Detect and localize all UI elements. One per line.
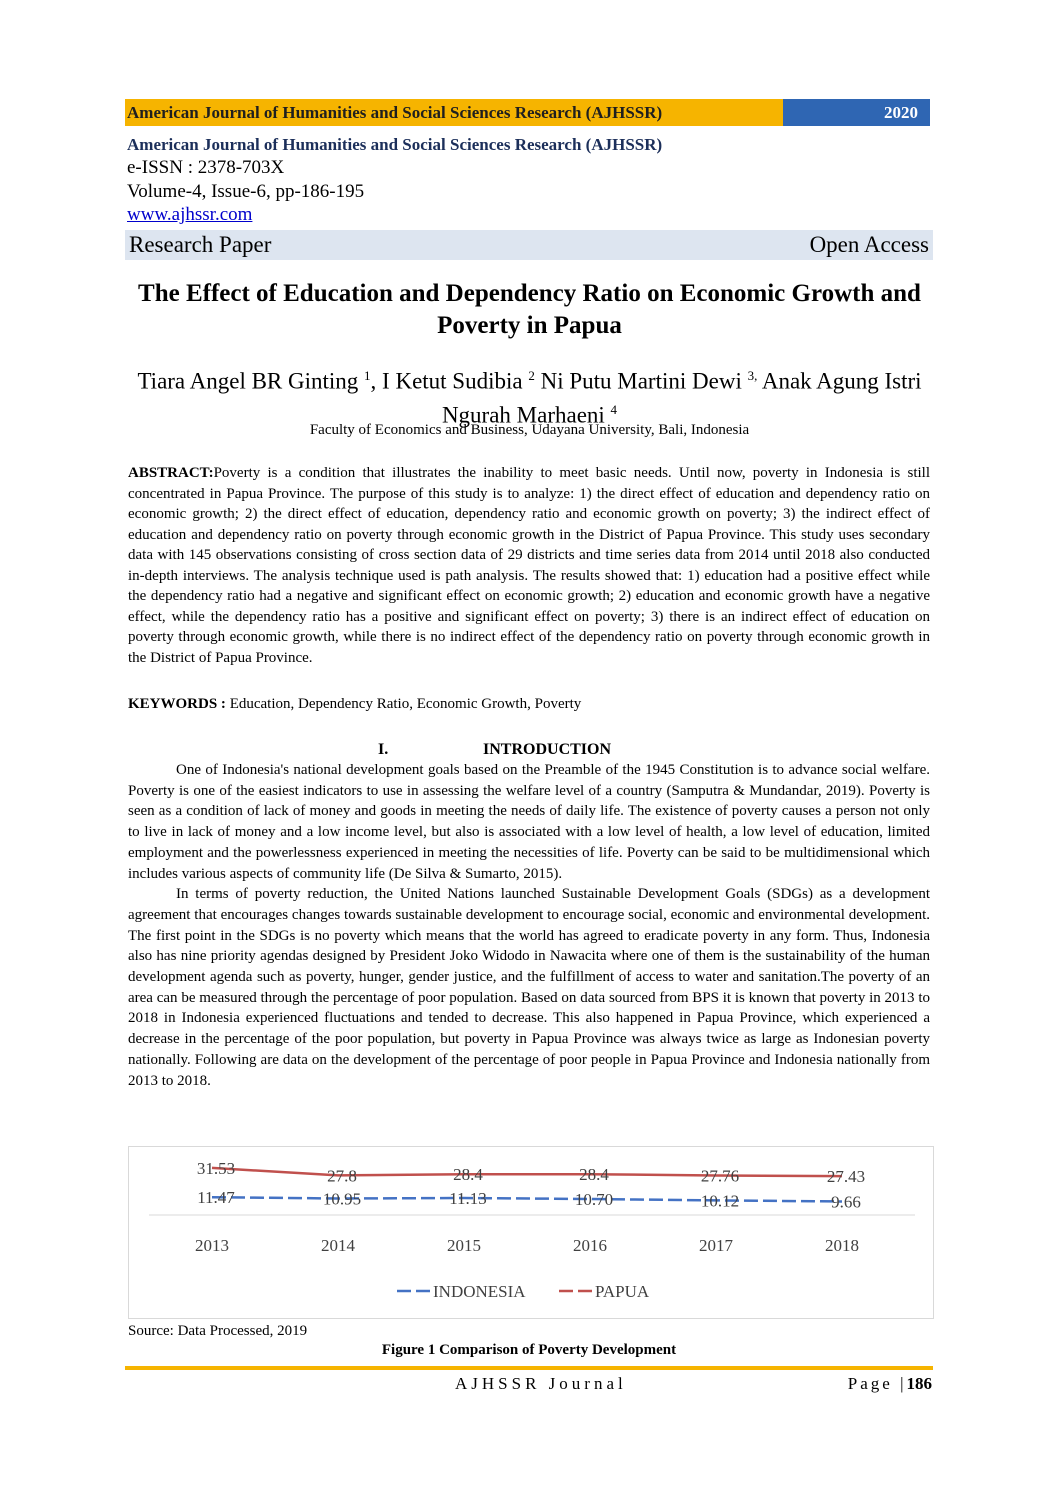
footer-page-number: 186 — [906, 1374, 932, 1393]
data-label: 28.4 — [453, 1165, 483, 1185]
keywords-text: Education, Dependency Ratio, Economic Growth, Poverty — [225, 696, 582, 712]
author-affiliation-marker: 2 — [528, 368, 535, 383]
x-tick-label: 2016 — [573, 1236, 607, 1255]
data-label: 27.76 — [700, 1166, 740, 1186]
author-name: Ni Putu Martini Dewi — [540, 368, 748, 394]
series-line-papua — [212, 1168, 842, 1176]
journal-eissn: e-ISSN : 2378-703X — [127, 157, 285, 178]
chart-canvas — [129, 1147, 935, 1320]
abstract — [128, 463, 930, 668]
section-title: INTRODUCTION — [483, 741, 612, 758]
section-number: I. — [378, 741, 389, 758]
journal-name: American Journal of Humanities and Social Sciences Research (AJHSSR) — [127, 135, 663, 154]
x-tick-label: 2015 — [447, 1236, 481, 1255]
paper-title: The Effect of Education and Dependency Ratio on Economic Growth and Poverty in Papua — [138, 280, 921, 339]
legend-label: PAPUA — [595, 1282, 650, 1301]
paper-type-bar — [125, 230, 933, 260]
access-type: Open Access — [809, 232, 929, 257]
x-tick-label: 2018 — [825, 1236, 859, 1255]
paper-type: Research Paper — [129, 232, 272, 257]
author-name: I Ketut Sudibia — [382, 368, 529, 394]
footer-rule — [125, 1366, 933, 1370]
running-head-journal: American Journal of Humanities and Social Sciences Research (AJHSSR) — [125, 99, 783, 126]
author-affiliation-marker: 3, — [747, 368, 758, 383]
data-label: 27.43 — [826, 1167, 866, 1187]
data-label: 10.70 — [574, 1190, 614, 1210]
author-name: Tiara Angel BR Ginting — [137, 368, 365, 394]
series-line-indonesia — [212, 1197, 842, 1201]
figure-caption: Figure 1 Comparison of Poverty Development — [381, 1342, 677, 1358]
footer-page-label: Page | — [847, 1374, 907, 1393]
introduction-body — [128, 760, 930, 1091]
data-label: 31.53 — [196, 1158, 236, 1178]
author-separator: , — [370, 368, 383, 394]
author-name: Anak Agung Istri Ngurah Marhaeni — [441, 368, 922, 428]
data-label: 10.95 — [322, 1189, 362, 1209]
paragraph: In terms of poverty reduction, the United Nations launched Sustainable Development Goals (SDGs) as a development agreement that encourages changes towards sustainable development to encourage social, economic and environmental development. The first point in the SDGs is no poverty which means that the world has agreed to eradicate poverty in any form. Thus, Indonesia also has nine priority agendas designed by President Joko Widodo in Nawacita where one of them is the sustainability of the human development agenda such as poverty, hunger, gender justice, and the fulfillment of access to water and sanitation.The poverty of an area can be measured through the percentage of poor population. Based on data sourced from BPS it is known that poverty in 2013 to 2018 in Indonesia experienced fluctuations and tended to decrease. This also happened in Papua Province, which experienced a decrease in the percentage of the poor population, but poverty in Papua Province was always twice as large as Indonesian poverty nationally. Following are data on the development of the percentage of poor people in Papua Province and Indonesia nationally from 2013 to 2018. — [128, 886, 930, 1089]
x-tick-label: 2013 — [195, 1236, 229, 1255]
abstract-text: Poverty is a condition that illustrates the inability to meet basic needs. Until now, poverty in Indonesia is still concentrated in Papua Province. The purpose of this study is to analyze: 1) the direct effect of education and dependency ratio on economic growth; 2) the direct effect of education, dependency ratio and economic growth on poverty; 3) the indirect effect of education and dependency ratio on poverty through economic growth in the District of Papua Province. This study uses secondary data with 145 observations consisting of cross section data of 29 districts and time series data from 2014 until 2018 also conducted in-depth interviews. The analysis technique used is path analysis. The results showed that: 1) education had a positive effect while the dependency ratio had a negative and significant effect on economic growth; 2) education and economic growth have a negative effect, while the dependency ratio has a positive and significant effect on poverty; 3) there is an indirect effect of education on poverty through economic growth, while there is no indirect effect of the dependency ratio on poverty through economic growth in the District of Papua Province. — [128, 465, 930, 666]
x-tick-label: 2017 — [699, 1236, 733, 1255]
affiliation: Faculty of Economics and Business, Udayana University, Bali, Indonesia — [309, 422, 750, 438]
keywords — [128, 694, 930, 714]
data-label: 28.4 — [579, 1165, 609, 1185]
keywords-label: KEYWORDS : — [128, 696, 226, 712]
data-label: 10.12 — [700, 1191, 740, 1211]
journal-info — [127, 134, 932, 226]
journal-url-link[interactable]: www.ajhssr.com — [127, 204, 253, 225]
data-label: 9.66 — [831, 1192, 861, 1212]
data-label: 27.8 — [327, 1166, 357, 1186]
data-label: 11.13 — [449, 1189, 487, 1209]
running-head-year: 2020 — [783, 99, 930, 126]
poverty-line-chart — [128, 1146, 934, 1319]
data-label: 11.47 — [197, 1188, 235, 1208]
paragraph: One of Indonesia's national development goals based on the Preamble of the 1945 Constitution is to advance social welfare. Poverty is one of the easiest indicators to use in assessing the welfare level of a country (Samputra & Mundandar, 2019). Poverty is seen as a condition of lack of money and goods in meeting the needs of daily life. The existence of poverty causes a person not only to live in lack of money and a low income level, but also is associated with a low level of health, a low level of education, limited employment and the powerlessness experienced in meeting the necessities of life. Poverty can be said to be multidimensional which includes various aspects of community life (De Silva & Sumarto, 2015). — [128, 762, 930, 882]
abstract-label: ABSTRACT: — [128, 465, 214, 481]
footer-page — [848, 1374, 932, 1394]
author-affiliation-marker: 1 — [364, 368, 371, 383]
journal-volume: Volume-4, Issue-6, pp-186-195 — [127, 181, 365, 202]
footer-journal: AJHSSR Journal — [455, 1374, 627, 1393]
running-head — [125, 99, 930, 126]
author-affiliation-marker: 4 — [610, 401, 618, 417]
figure-source: Source: Data Processed, 2019 — [128, 1323, 308, 1339]
legend-label: INDONESIA — [433, 1282, 526, 1301]
x-tick-label: 2014 — [321, 1236, 355, 1255]
